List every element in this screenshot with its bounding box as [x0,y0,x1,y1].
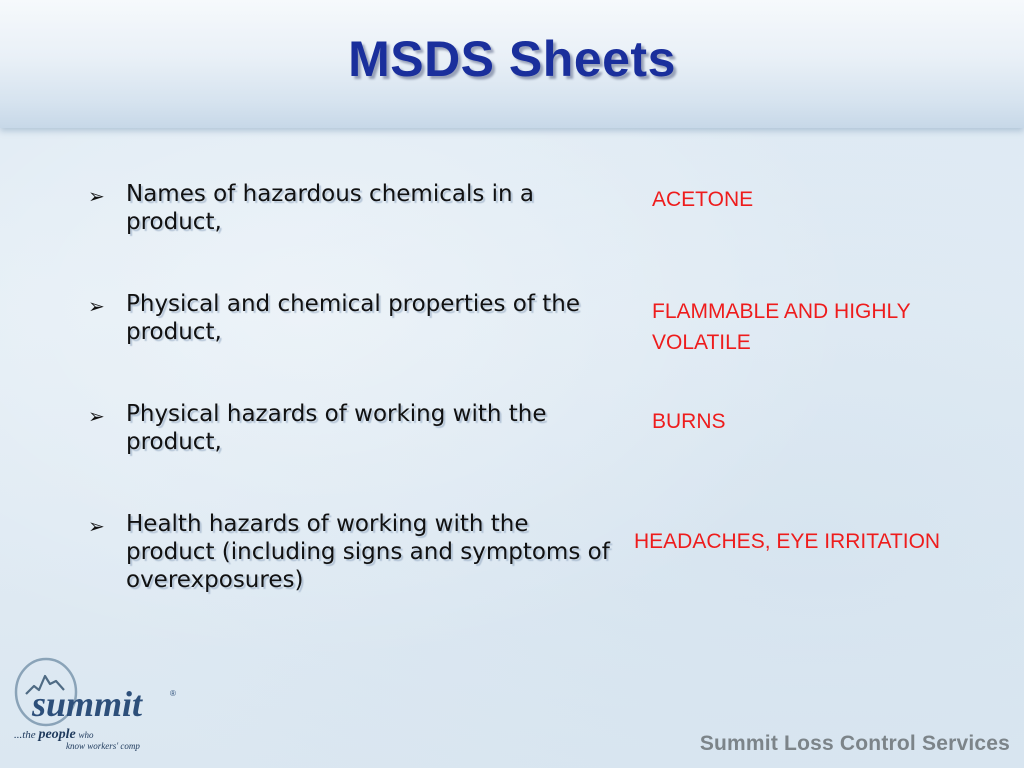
svg-text:...the people who [14,727,94,742]
logo-tagline-rest: know workers' comp [66,741,140,751]
bullet-text: Health hazards of working with the product (including signs and symptoms of overexposures) [126,511,610,593]
bullet-text: Physical hazards of working with the product, [126,401,547,455]
logo-tagline-people: people [38,727,76,742]
logo-tagline-prefix: ...the [14,729,36,741]
note-burns: BURNS [652,410,726,433]
arrow-bullet-icon: ➢ [88,404,105,428]
note-flammable: FLAMMABLE AND HIGHLY VOLATILE [652,300,911,354]
bullet-text: Physical and chemical properties of the product, [126,291,580,345]
arrow-bullet-icon: ➢ [88,294,105,318]
slide-title: MSDS Sheets [348,31,676,87]
note-headaches: HEADACHES, EYE IRRITATION [634,530,941,553]
logo-registered-mark: ® [170,689,176,698]
arrow-bullet-icon: ➢ [88,514,105,538]
logo-tagline-who: who [78,730,94,740]
summit-logo [12,654,192,754]
logo-wordmark: summit [32,684,143,724]
bullet-text: Names of hazardous chemicals in a product, [126,181,535,235]
footer-company: Summit Loss Control Services [699,732,1010,755]
note-acetone: ACETONE [652,188,754,211]
arrow-bullet-icon: ➢ [88,184,105,208]
